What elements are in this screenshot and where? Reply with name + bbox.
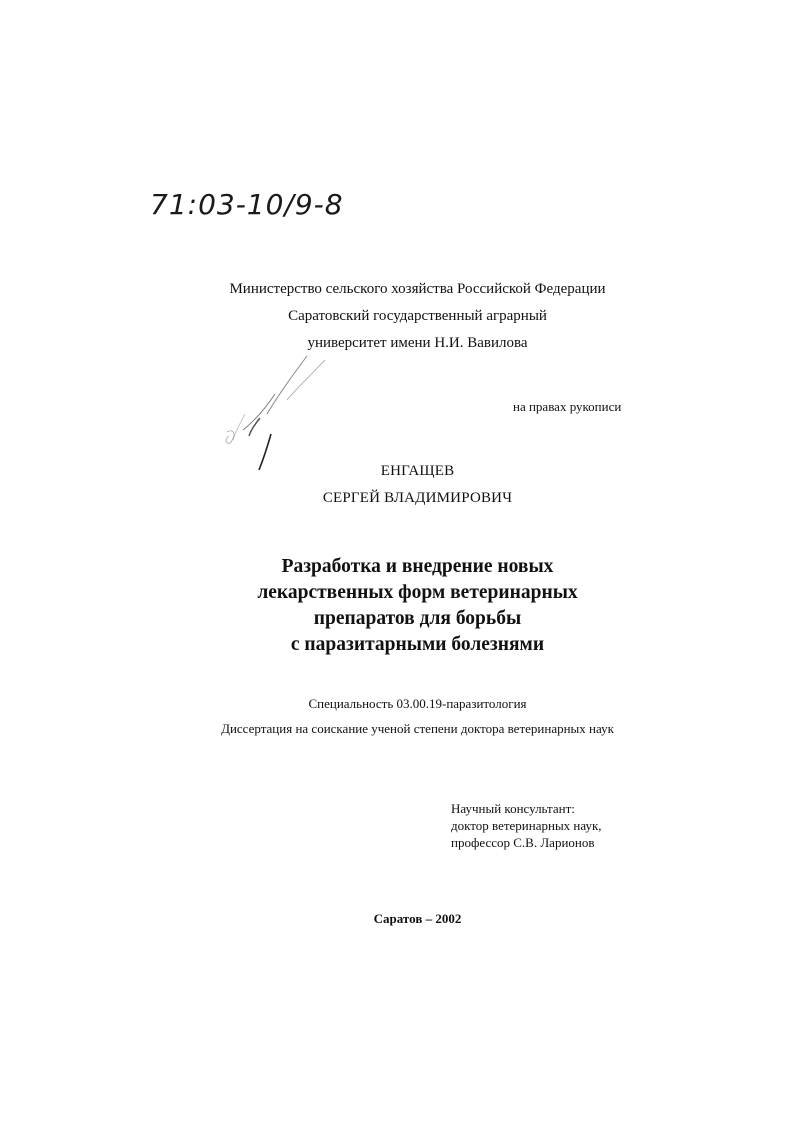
title-line-3: препаратов для борьбы — [313, 608, 522, 629]
university-line-1: Саратовский государственный аграрный — [288, 308, 547, 324]
consultant-label: Научный консультант: — [451, 801, 575, 816]
ministry-line: Министерство сельского хозяйства Российской Федерации — [229, 281, 606, 297]
dissertation-line: Диссертация на соискание ученой степени доктора ветеринарных наук — [221, 721, 614, 736]
consultant-degree: доктор ветеринарных наук, — [451, 818, 602, 833]
specialty-line: Специальность 03.00.19-паразитология — [308, 696, 527, 711]
title-line-2: лекарственных форм ветеринарных — [257, 582, 578, 603]
author-given-names: СЕРГЕЙ ВЛАДИМИРОВИЧ — [322, 490, 513, 506]
consultant-name: профессор С.В. Ларионов — [451, 835, 595, 850]
city-year: Саратов – 2002 — [373, 911, 462, 926]
handwritten-catalog-number: 71:03-10/9-8 — [150, 188, 344, 221]
rights-note: на правах рукописи — [513, 399, 622, 414]
consultant-block — [451, 800, 602, 851]
author-surname: ЕНГАЩЕВ — [380, 463, 455, 479]
title-line-4: с паразитарными болезнями — [290, 634, 545, 655]
title-line-1: Разработка и внедрение новых — [281, 556, 554, 577]
university-line-2: университет имени Н.И. Вавилова — [307, 335, 528, 351]
